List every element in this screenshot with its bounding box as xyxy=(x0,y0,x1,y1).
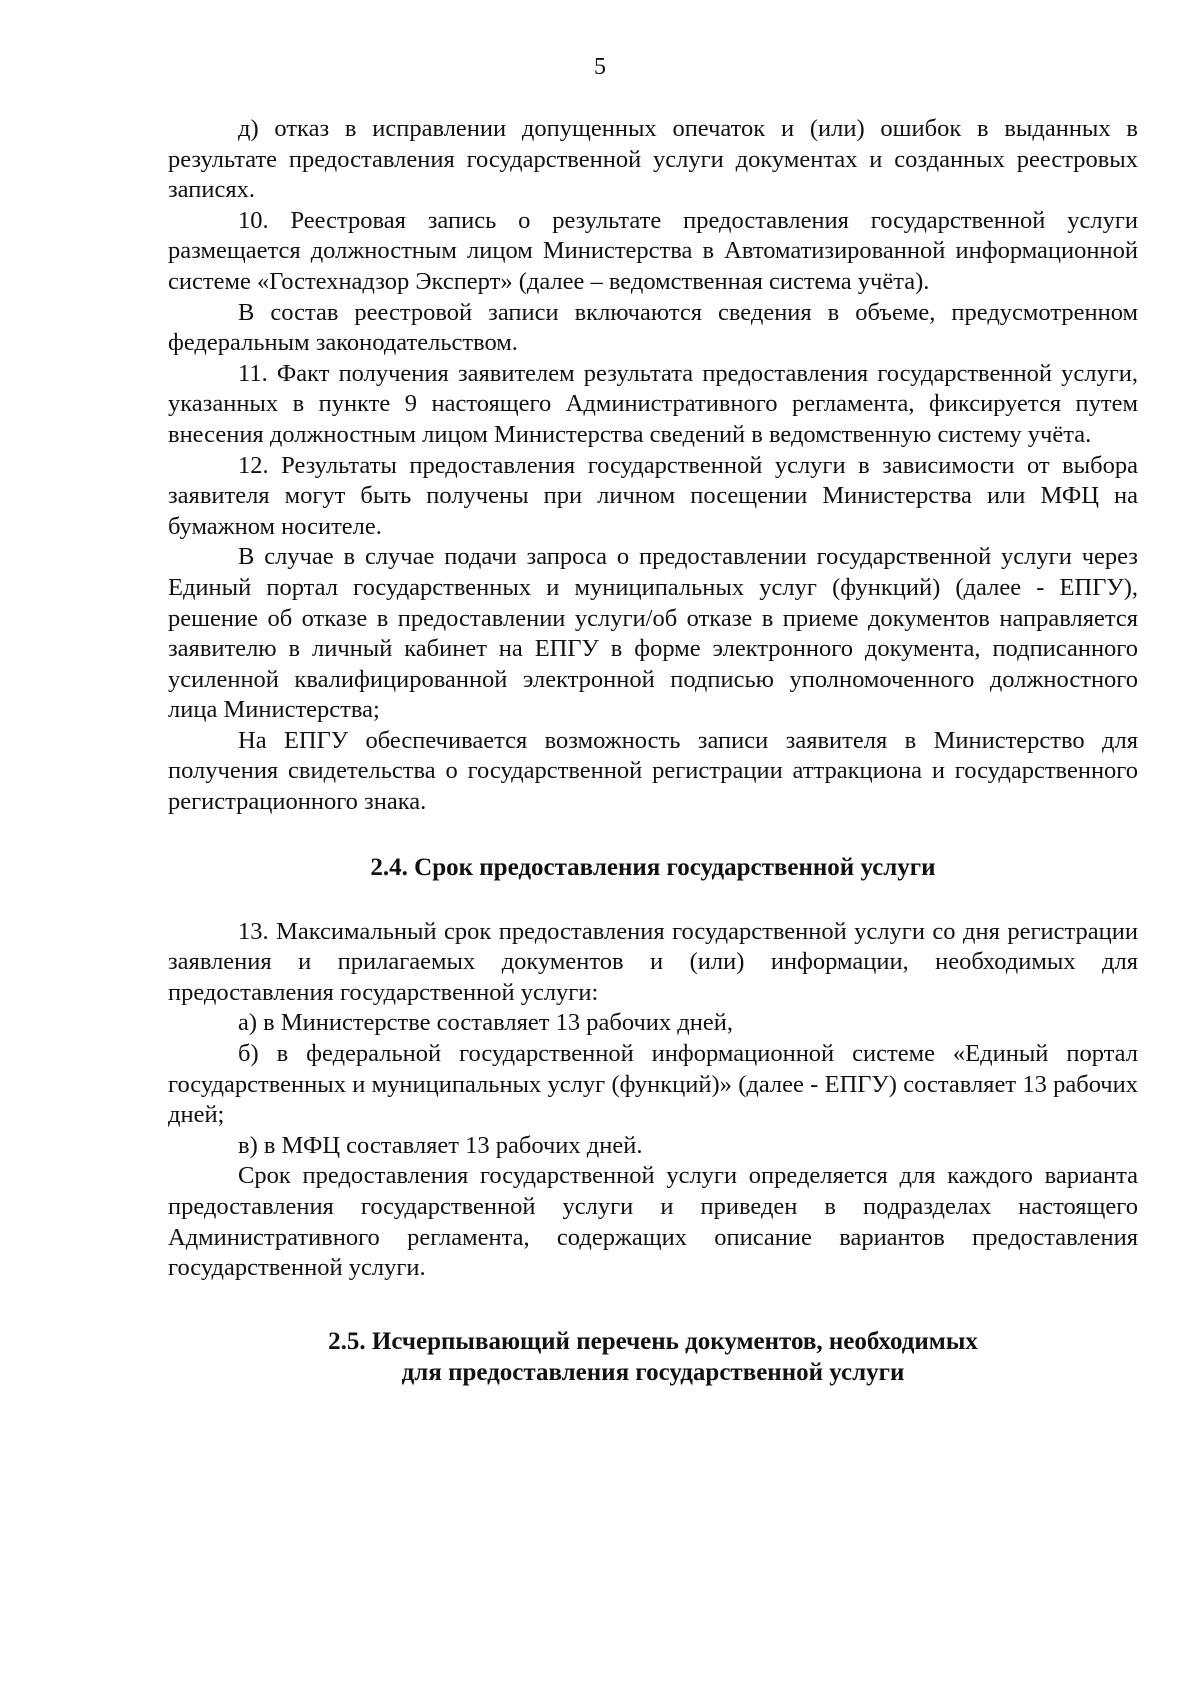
paragraph-13-v: в) в МФЦ составляет 13 рабочих дней. xyxy=(238,1131,643,1159)
section-heading-2-4: 2.4. Срок предоставления государственной услуги xyxy=(370,853,936,881)
paragraph-epgu-refusal: В случае в случае подачи запроса о предоставлении государственной услуги через Единый портал государственных и муниципальных услуг (функций) (далее - ЕПГУ), решение об отказе в предоставлении услуги/об отказе в приеме документов направляется заявителю в личный кабинет на ЕПГУ в форме электронного документа, подписанного усиленной квалифицированной электронной подписью уполномоченного должностного лица Министерства; xyxy=(168,543,1138,724)
document-body xyxy=(168,114,1138,1388)
paragraph-13-b: б) в федеральной государственной информационной системе «Единый портал государственных и муниципальных услуг (функций)» (далее - ЕПГУ) составляет 13 рабочих дней; xyxy=(168,1040,1138,1129)
paragraph-item-d: д) отказ в исправлении допущенных опечаток и (или) ошибок в выданных в результате предоставления государственной услуги документах и созданных реестровых записях. xyxy=(168,115,1138,204)
section-heading-2-5 xyxy=(168,1326,1138,1388)
paragraph-registry-composition: В состав реестровой записи включаются сведения в объеме, предусмотренном федеральным законодательством. xyxy=(168,298,1138,357)
section-heading-2-5-line2: для предоставления государственной услуги xyxy=(401,1358,905,1386)
paragraph-13: 13. Максимальный срок предоставления государственной услуги со дня регистрации заявления и прилагаемых документов и (или) информации, необходимых для предоставления государственной услуги: xyxy=(168,917,1138,1006)
paragraph-epgu-appointment: На ЕПГУ обеспечивается возможность записи заявителя в Министерство для получения свидетельства о государственной регистрации аттракциона и государственного регистрационного знака. xyxy=(168,726,1138,816)
paragraph-10: 10. Реестровая запись о результате предоставления государственной услуги размещается должностным лицом Министерства в Автоматизированной информационной системе «Гостехнадзор Эксперт» (далее – ведомственная система учёта). xyxy=(168,206,1138,295)
paragraph-11: 11. Факт получения заявителем результата предоставления государственной услуги, указанных в пункте 9 настоящего Административного регламента, фиксируется путем внесения должностным лицом Министерства сведений в ведомственную систему учёта. xyxy=(168,359,1138,448)
section-heading-2-5-line1: 2.5. Исчерпывающий перечень документов, необходимых xyxy=(328,1327,978,1355)
paragraph-term-definition: Срок предоставления государственной услуги определяется для каждого варианта предоставления государственной услуги и приведен в подразделах настоящего Административного регламента, содержащих описание вариантов предоставления государственной услуги. xyxy=(168,1162,1138,1282)
page-number: 5 xyxy=(594,54,606,80)
paragraph-13-a: а) в Министерстве составляет 13 рабочих дней, xyxy=(238,1009,733,1037)
paragraph-12: 12. Результаты предоставления государственной услуги в зависимости от выбора заявителя могут быть получены при личном посещении Министерства или МФЦ на бумажном носителе. xyxy=(168,451,1138,540)
